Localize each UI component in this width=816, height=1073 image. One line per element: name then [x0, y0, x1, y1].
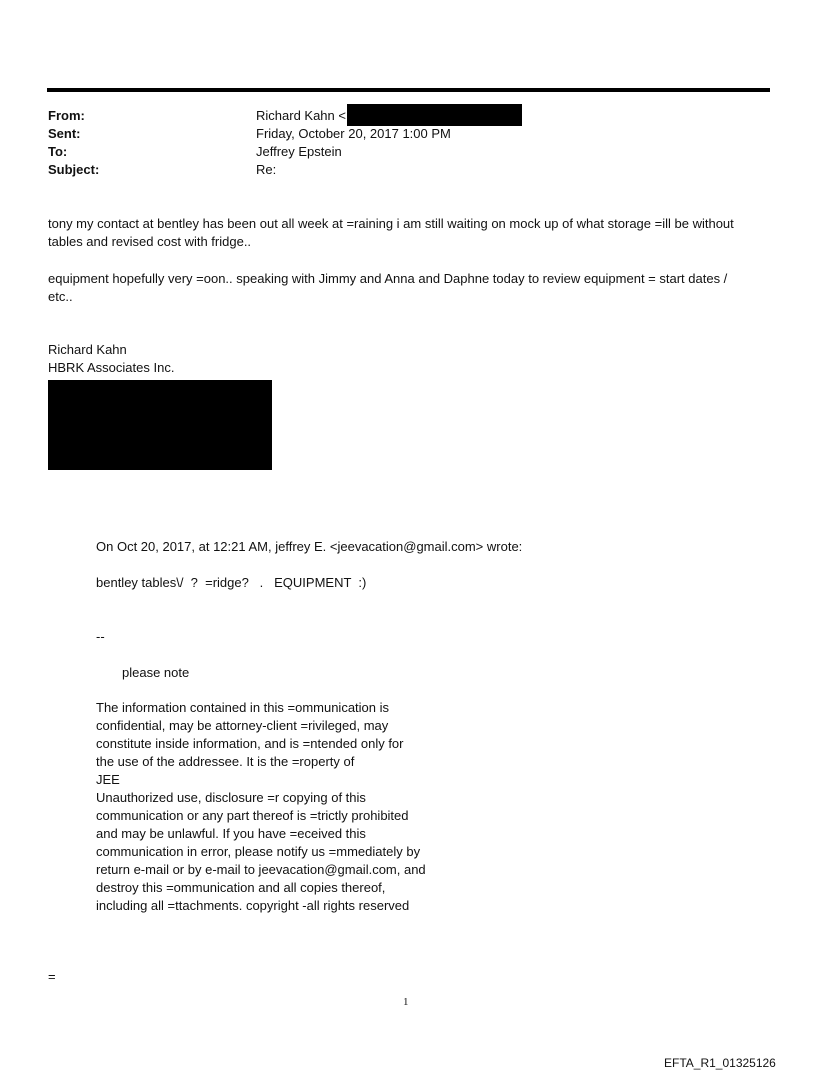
quoted-dashes: --: [96, 629, 105, 644]
subject-label: Subject:: [48, 162, 100, 177]
page-number: 1: [403, 996, 409, 1008]
document-id: EFTA_R1_01325126: [664, 1056, 776, 1070]
to-value: Jeffrey Epstein: [256, 144, 342, 159]
subject-value: Re:: [256, 162, 277, 177]
sent-value: Friday, October 20, 2017 1:00 PM: [256, 126, 451, 141]
to-label: To:: [48, 144, 68, 159]
trailing-equals: =: [48, 969, 56, 984]
please-note: please note: [122, 665, 190, 680]
body-paragraph-1: tony my contact at bentley has been out all week at =raining i am still waiting on mock up of what storage =ill be without tables and revised cost with fridge..: [48, 216, 734, 249]
signature: Richard Kahn HBRK Associates Inc.: [48, 342, 175, 375]
from-value: Richard Kahn <: [256, 108, 346, 123]
redaction-block: [48, 380, 272, 470]
from-label: From:: [48, 108, 85, 123]
redaction-email: [347, 104, 522, 126]
sent-label: Sent:: [48, 126, 81, 141]
header-rule: [47, 88, 770, 92]
body-paragraph-2: equipment hopefully very =oon.. speaking with Jimmy and Anna and Daphne today to review equipment = start dates / etc..: [48, 271, 728, 304]
disclaimer: The information contained in this =ommunication is confidential, may be attorney-client =rivileged, may constitute inside information, and is =ntended only for the use of the addressee. It is the =roperty of JEE Unauthorized use, disclosure =r copying of this communication or any part thereof is =trictly prohibited and may be unlawful. If you have =eceived this communication in error, please notify us =mmediately by return e-mail or by e-mail to jeevacation@gmail.com, and destroy this =ommunication and all copies thereof, including all =ttachments. copyright -all rights reserved: [96, 700, 426, 913]
quoted-line: bentley tables\/ ? =ridge? . EQUIPMENT :): [96, 575, 367, 590]
quoted-intro: On Oct 20, 2017, at 12:21 AM, jeffrey E. <jeevacation@gmail.com> wrote:: [96, 539, 523, 554]
